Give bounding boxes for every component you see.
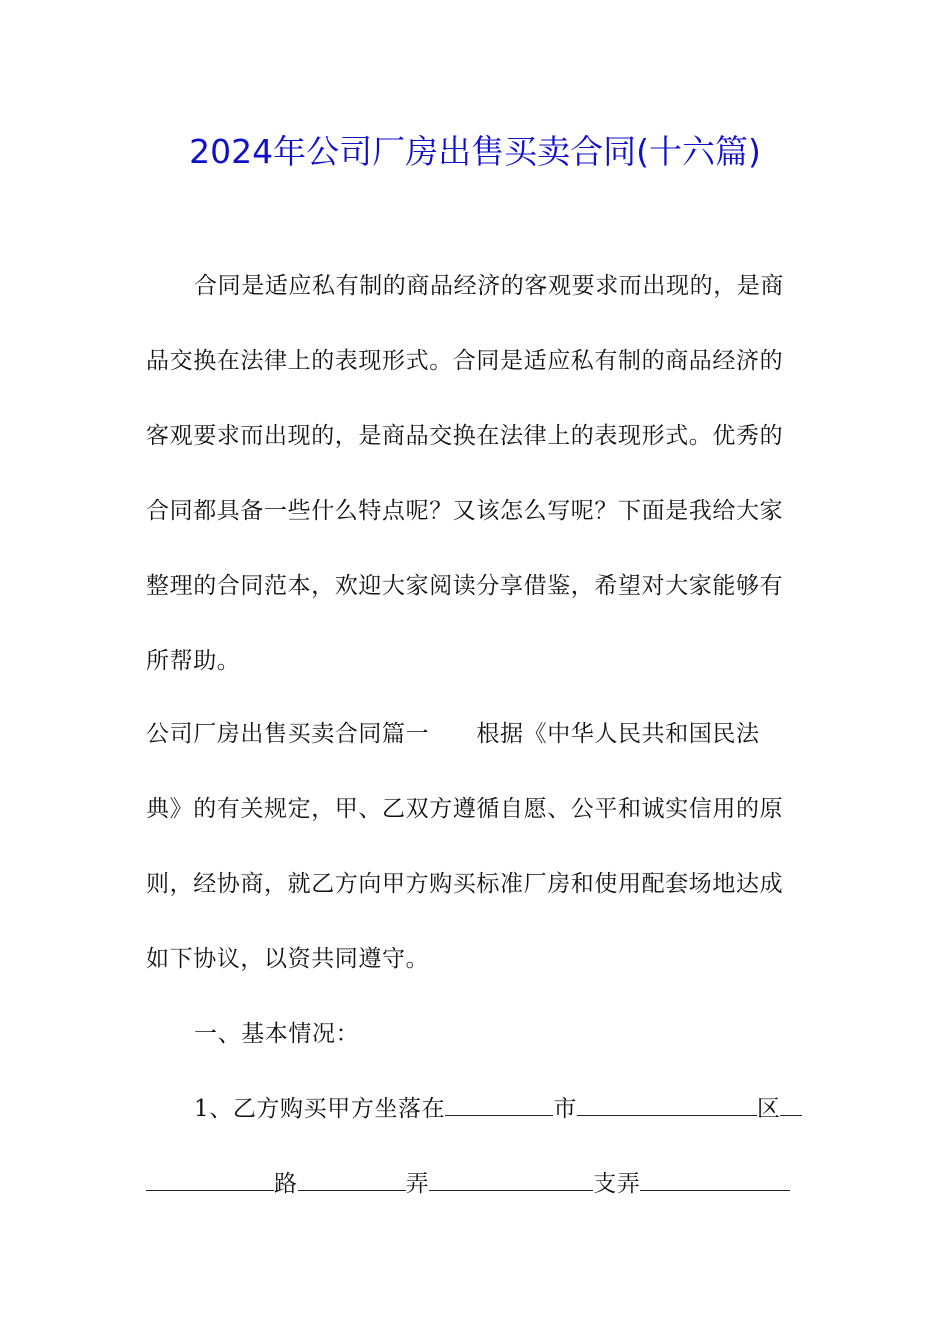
intro-line-4: 合同都具备一些什么特点呢？又该怎么写呢？下面是我给大家 [146,498,784,524]
district-label: 区 [756,1096,781,1122]
clause-1-line-1 [194,1093,802,1125]
branch-lane-label: 支弄 [593,1171,641,1197]
road-blank [146,1168,274,1191]
clause-1-prefix: 1、乙方购买甲方坐落在 [194,1096,446,1122]
clause-1-line-2 [146,1168,790,1200]
contract-line-1: 公司厂房出售买卖合同篇一 根据《中华人民共和国民法 [146,721,760,747]
document-title: 2024年公司厂房出售买卖合同(十六篇) [189,132,761,171]
intro-line-2: 品交换在法律上的表现形式。合同是适应私有制的商品经济的 [146,348,784,374]
intro-line-1: 合同是适应私有制的商品经济的客观要求而出现的，是商 [194,273,784,299]
city-label: 市 [553,1096,577,1122]
intro-line-5: 整理的合同范本，欢迎大家阅读分享借鉴，希望对大家能够有 [146,573,784,599]
contract-line-4: 如下协议，以资共同遵守。 [146,946,430,972]
contract-line-3: 则，经协商，就乙方向甲方购买标准厂房和使用配套场地达成 [146,871,784,897]
intro-line-6: 所帮助。 [146,648,241,674]
lane-label: 弄 [405,1171,430,1197]
lane-blank [298,1168,406,1191]
road-blank-start [780,1093,802,1116]
city-blank [445,1093,553,1116]
trailing-blank [640,1168,790,1191]
section-heading: 一、基本情况： [194,1021,360,1047]
contract-line-2: 典》的有关规定，甲、乙双方遵循自愿、公平和诚实信用的原 [146,796,784,822]
branch-lane-blank [429,1168,593,1191]
intro-line-3: 客观要求而出现的，是商品交换在法律上的表现形式。优秀的 [146,423,784,449]
road-label: 路 [274,1171,298,1197]
district-blank [577,1093,757,1116]
